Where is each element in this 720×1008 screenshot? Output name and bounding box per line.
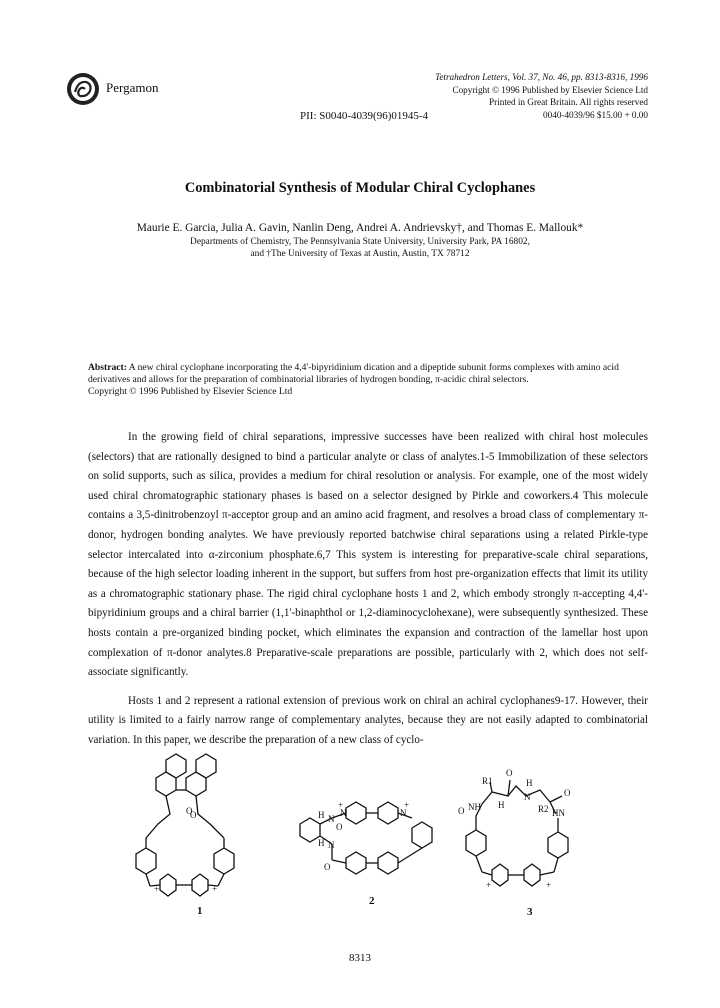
charge-label: + xyxy=(404,800,410,810)
charge-label: + xyxy=(212,884,218,894)
author-list: Maurie E. Garcia, Julia A. Gavin, Nanlin Deng, Andrei A. Andrievsky†, and Thomas E. Mallouk* xyxy=(136,222,584,234)
atom-label: HN xyxy=(552,808,565,818)
abstract-text: A new chiral cyclophane incorporating the 4,4'-bipyridinium dication and a dipeptide subunit forms complexes with amino acid derivatives and allows for the preparation of combinatorial libraries of hydrogen bonding, π-acidic chiral selectors. xyxy=(88,362,619,385)
printed-line: Printed in Great Britain. All rights reserved xyxy=(489,97,648,108)
abstract-copyright: Copyright © 1996 Published by Elsevier Science Ltd xyxy=(88,385,293,397)
affiliation-line: Departments of Chemistry, The Pennsylvania State University, University Park, PA 16802, xyxy=(190,237,530,247)
paragraph: Hosts 1 and 2 represent a rational extension of previous work on chiral an achiral cyclophanes9-17. However, their utility is limited to a fairly narrow range of complementary analytes, because they are not easily adapted to combinatorial variation. In this paper, we describe the preparation of a new class of cyclo- xyxy=(88,694,648,746)
price-line: 0040-4039/96 $15.00 + 0.00 xyxy=(543,109,648,120)
publisher-name: Pergamon xyxy=(106,80,159,95)
atom-label: H xyxy=(318,810,325,820)
atom-label: H xyxy=(526,778,533,788)
journal-citation: Tetrahedron Letters, Vol. 37, No. 46, pp. 8313-8316, 1996 xyxy=(435,72,648,82)
atom-label: NH xyxy=(468,802,481,812)
compound-number-3: 3 xyxy=(527,906,533,918)
compound-number-2: 2 xyxy=(369,895,375,907)
atom-label: O xyxy=(190,810,197,820)
atom-label: N xyxy=(524,792,531,802)
compound-number-1: 1 xyxy=(197,905,203,917)
atom-label: N xyxy=(340,808,347,818)
atom-label: O xyxy=(506,768,513,778)
atom-label: H xyxy=(498,800,505,810)
charge-label: + xyxy=(486,880,492,890)
atom-label: H xyxy=(318,838,325,848)
article-title: Combinatorial Synthesis of Modular Chiral Cyclophanes xyxy=(184,180,536,196)
abstract-label: Abstract: xyxy=(88,362,127,373)
structure-3 xyxy=(466,780,568,886)
atom-label: O xyxy=(458,806,465,816)
atom-label: N xyxy=(328,840,335,850)
atom-label: O xyxy=(324,862,331,872)
copyright-line: Copyright © 1996 Published by Elsevier Science Ltd xyxy=(452,84,648,95)
atom-label: O xyxy=(186,806,193,816)
atom-label: O xyxy=(564,788,571,798)
atom-label: N xyxy=(400,808,407,818)
body-text xyxy=(88,428,648,751)
page-number: 8313 xyxy=(349,952,371,964)
charge-label: + xyxy=(154,884,160,894)
affiliations xyxy=(0,237,720,260)
paragraph: In the growing field of chiral separations, impressive successes have been realized with chiral host molecules (selectors) that are rationally designed to bind a particular analyte or class of analytes.1-5 Immobilization of these selectors on solid supports, such as silica, provides a medium for chiral resolution or analysis. For example, one of the most widely used chiral chromatographic stationary phases is based on a selector designed by Pirkle and coworkers.4 This molecule contains a 3,5-dinitrobenzoyl π-acceptor group and an amino acid fragment, and resolves a broad class of complementary π-donor, hydrogen bonding analytes. We have previously reported batchwise chiral separations using a related Pirkle-type selector intercalated into α-zirconium phosphate.6,7 This system is interesting for preparative-scale chiral separations, because of the high selector loading inherent in the support, but suffers from host pre-organization effects that limit its utility as a chromatographic stationary phase. The rigid chiral cyclophane hosts 1 and 2, which embody strongly π-accepting 4,4'-bipyridinium groups and a chiral barrier (1,1'-binaphthol or 1,2-diaminocyclohexane), were subsequently synthesized. These hosts contain a pre-organized binding pocket, which eliminates the expansion and contraction of the lamellar host upon complexation of π-donor analytes.8 Preparative-scale preparations are possible, particularly with 2, which does not self-associate significantly. xyxy=(88,431,648,679)
atom-label: R1 xyxy=(482,776,493,786)
charge-label: + xyxy=(546,880,552,890)
publisher-logo-icon xyxy=(66,72,100,106)
atom-label: O xyxy=(336,822,343,832)
structure-1 xyxy=(136,754,234,896)
cyclophane-structures-figure xyxy=(110,752,610,912)
pii-code: PII: S0040-4039(96)01945-4 xyxy=(300,110,429,122)
affiliation-line: and †The University of Texas at Austin, Austin, TX 78712 xyxy=(250,248,470,259)
atom-label: R2 xyxy=(538,804,549,814)
abstract xyxy=(88,362,648,397)
atom-label: N xyxy=(328,814,335,824)
charge-label: + xyxy=(338,800,344,810)
